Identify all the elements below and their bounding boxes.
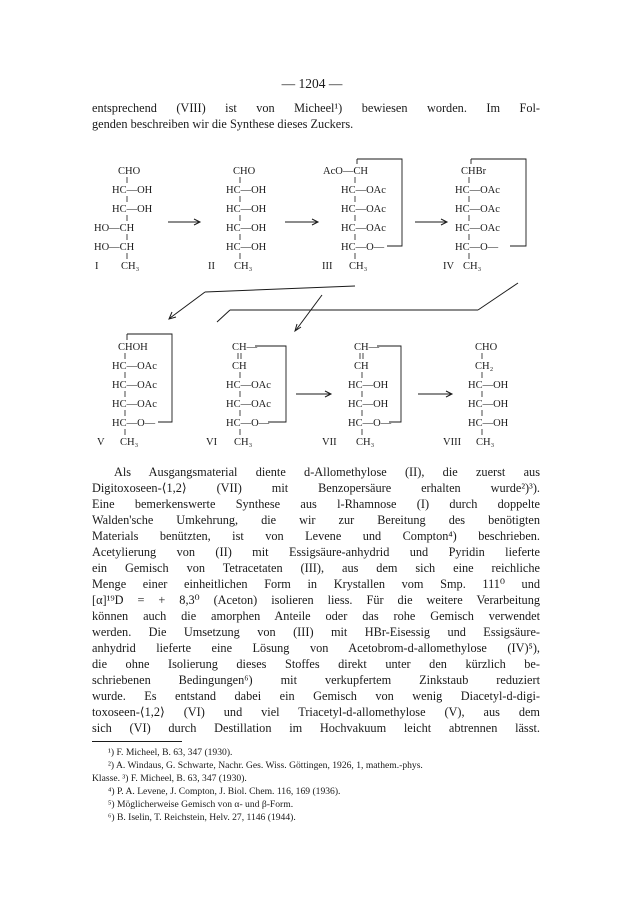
atom-III-1: AcO—CH (323, 166, 368, 177)
body-line-15: wurde. Es entstand dabei ein Gemisch von wenig Diacetyl-d-digi- (92, 689, 540, 703)
footnote-5: ⁵) Möglicherweise Gemisch von α- und β-Form. (108, 799, 294, 810)
body-line-6: Acetylierung von (II) mit Essigsäure-anhydrid und Pyridin lieferte (92, 545, 540, 559)
label-VII: VII (322, 437, 337, 448)
page-number: — 1204 — (281, 76, 343, 91)
body-line-12: anhydrid lieferte eine Lösung von Acetobrom-d-allomethylose (IV)⁵), (92, 641, 540, 655)
atom-III-5: HC—O— (341, 242, 385, 253)
body-line-7: ein Gemisch von Tetracetaten (III), aus dem sich eine reichliche (92, 561, 540, 575)
atom-VI-1: CH— (232, 342, 258, 353)
body-line-4: Walden'sche Umkehrung, die wir zur Bereitung des benötigten (92, 513, 540, 527)
compound-II (208, 166, 267, 272)
atom-III-6: CH₃ (349, 261, 368, 272)
atom-V-3: HC—OAc (112, 380, 157, 391)
atom-I-1: CHO (118, 166, 141, 177)
body-line-14: schriebenen Bedingungen⁶) mit verkupfertem Zinkstaub reduziert (92, 673, 540, 687)
compound-VII (322, 342, 401, 448)
body-line-9: [α]¹⁹D = + 8,3⁰ (Aceton) isolieren liess. Für die weitere Verarbeitung (92, 593, 540, 607)
atom-VII-3: HC—OH (348, 380, 389, 391)
atom-II-4: HC—OH (226, 223, 267, 234)
atom-VIII-4: HC—OH (468, 399, 509, 410)
footnote-6: ⁶) B. Iselin, T. Reichstein, Helv. 27, 1146 (1944). (108, 812, 296, 823)
atom-VII-1: CH— (354, 342, 380, 353)
atom-VII-4: HC—OH (348, 399, 389, 410)
label-IV: IV (443, 261, 455, 272)
atom-III-2: HC—OAc (341, 185, 386, 196)
body-line-1: Als Ausgangsmaterial diente d-Allomethylose (II), die zuerst aus (114, 465, 540, 479)
atom-IV-4: HC—OAc (455, 223, 500, 234)
atom-VII-6: CH₃ (356, 437, 375, 448)
atom-VI-5: HC—O— (226, 418, 270, 429)
body-line-13: die ohne Isolierung dieses Stoffes direkt unter den kürzlich be- (92, 657, 540, 671)
atom-I-2: HC—OH (112, 185, 153, 196)
body-line-2: Digitoxoseen-⟨1,2⟩ (VII) mit Benzopersäure erhalten wurde²)³). (92, 481, 540, 495)
atom-VII-5: HC—O— (348, 418, 392, 429)
intro-line-2: genden beschreiben wir die Synthese dieses Zuckers. (92, 117, 354, 131)
atom-VI-3: HC—OAc (226, 380, 271, 391)
atom-IV-2: HC—OAc (455, 185, 500, 196)
label-V: V (97, 437, 105, 448)
label-III: III (322, 261, 333, 272)
atom-I-3: HC—OH (112, 204, 153, 215)
atom-I-4: HO—CH (94, 223, 135, 234)
atom-II-6: CH₃ (234, 261, 253, 272)
atom-VII-2: CH (354, 361, 369, 372)
body-line-3: Eine bemerkenswerte Synthese aus l-Rhamnose (I) durch doppelte (92, 497, 540, 511)
intro-line-1: entsprechend (VIII) ist von Micheel¹) bewiesen worden. Im Fol- (92, 101, 540, 115)
atom-IV-6: CH₃ (463, 261, 482, 272)
atom-V-1: CHOH (118, 342, 148, 353)
atom-VI-2: CH (232, 361, 247, 372)
atom-V-4: HC—OAc (112, 399, 157, 410)
label-VI: VI (206, 437, 218, 448)
atom-V-2: HC—OAc (112, 361, 157, 372)
compound-V (97, 334, 172, 448)
body-line-10: können auch die amorphen Anteile oder das rohe Gemisch verwendet (92, 609, 540, 623)
atom-I-5: HO—CH (94, 242, 135, 253)
atom-IV-1: CHBr (461, 166, 487, 177)
atom-III-4: HC—OAc (341, 223, 386, 234)
footnote-2-cont-3: Klasse. ³) F. Micheel, B. 63, 347 (1930). (92, 773, 247, 784)
atom-II-2: HC—OH (226, 185, 267, 196)
body-line-16: toxoseen-⟨1,2⟩ (VI) und viel Triacetyl-d-allomethylose (V), aus dem (92, 705, 540, 719)
label-VIII: VIII (443, 437, 462, 448)
atom-VIII-2: CH₂ (475, 361, 494, 372)
footnote-4: ⁴) P. A. Levene, J. Compton, J. Biol. Chem. 116, 169 (1936). (108, 786, 341, 797)
atom-II-3: HC—OH (226, 204, 267, 215)
compound-VI (206, 342, 286, 448)
atom-VI-4: HC—OAc (226, 399, 271, 410)
label-I: I (95, 261, 99, 272)
body-line-8: Menge einer einheitlichen Form in Krystallen vom Smp. 111⁰ und (92, 577, 540, 591)
atom-VI-6: CH₃ (234, 437, 253, 448)
footnote-2: ²) A. Windaus, G. Schwarte, Nachr. Ges. Wiss. Göttingen, 1926, 1, mathem.-phys. (108, 760, 423, 771)
compound-IV (443, 159, 526, 272)
atom-II-1: CHO (233, 166, 256, 177)
compound-III (322, 159, 402, 272)
compound-VIII (443, 342, 509, 448)
footnote-rule (92, 741, 182, 742)
atom-I-6: CH₃ (121, 261, 140, 272)
body-line-11: werden. Die Umsetzung von (III) mit HBr-Eisessig und Essigsäure- (92, 625, 540, 639)
atom-II-5: HC—OH (226, 242, 267, 253)
atom-VIII-1: CHO (475, 342, 498, 353)
label-II: II (208, 261, 215, 272)
body-line-17: sich (VI) durch Destillation im Hochvakuum leicht abtrennen lässt. (92, 721, 540, 735)
atom-IV-3: HC—OAc (455, 204, 500, 215)
body-line-5: Materials benützten, ist von Levene und Compton⁴) beschrieben. (92, 529, 540, 543)
atom-VIII-6: CH₃ (476, 437, 495, 448)
atom-V-6: CH₃ (120, 437, 139, 448)
atom-III-3: HC—OAc (341, 204, 386, 215)
compound-I (94, 166, 153, 272)
atom-VIII-3: HC—OH (468, 380, 509, 391)
atom-V-5: HC—O— (112, 418, 156, 429)
footnote-1: ¹) F. Micheel, B. 63, 347 (1930). (108, 747, 233, 758)
atom-VIII-5: HC—OH (468, 418, 509, 429)
atom-IV-5: HC—O— (455, 242, 499, 253)
